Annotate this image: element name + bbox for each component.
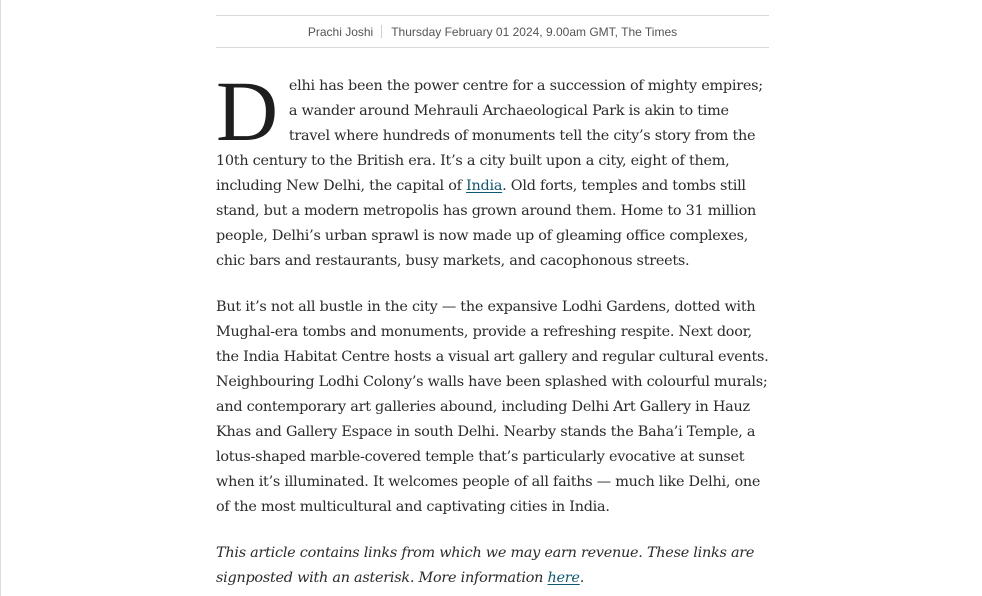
paragraph-text: . Old forts, temples and tombs still stand, but a modern metropolis has grown around them. Home to 31 million people, Delhi’s urban sprawl is now made up of gleaming office complexes, chic bars and restaurants, busy markets, and cacophonous streets. <box>216 178 757 269</box>
drop-cap: D <box>216 63 278 159</box>
dateline: Thursday February 01 2024, 9.00am GMT, The Times <box>391 24 678 39</box>
disclaimer-text: This article contains links from which we may earn revenue. These links are signposted with an asterisk. More information <box>216 545 755 586</box>
page-left-border <box>0 0 1 596</box>
affiliate-disclaimer <box>216 541 769 591</box>
disclaimer-text: . <box>579 570 585 586</box>
byline <box>216 15 769 48</box>
article-paragraph-2: But it’s not all bustle in the city — the expansive Lodhi Gardens, dotted with Mughal-era tombs and monuments, provide a refreshing respite. Next door, the India Habitat Centre hosts a visual art gallery and regular cultural events. Neighbouring Lodhi Colony’s walls have been splashed with colourful murals; and contemporary art galleries abound, including Delhi Art Gallery in Hauz Khas and Gallery Espace in south Delhi. Nearby stands the Baha’i Temple, a lotus-shaped marble-covered temple that’s particularly evocative at sunset when it’s illuminated. It welcomes people of all faiths — much like Delhi, one of the most multicultural and captivating cities in India. <box>216 299 769 515</box>
author-name: Prachi Joshi <box>307 24 374 39</box>
article-body <box>216 63 769 591</box>
article-paragraph-1 <box>216 63 769 274</box>
india-link[interactable]: India <box>466 178 503 194</box>
article <box>216 0 769 591</box>
more-information-link[interactable]: here <box>547 570 580 586</box>
paragraph-text: elhi has been the power centre for a succession of mighty empires; a wander around Mehrauli Archaeological Park is akin to time travel where hundreds of monuments tell the city’s story from the 10th century to the British era. It’s a city built upon a city, eight of them, including New Delhi, the capital of <box>216 78 763 194</box>
